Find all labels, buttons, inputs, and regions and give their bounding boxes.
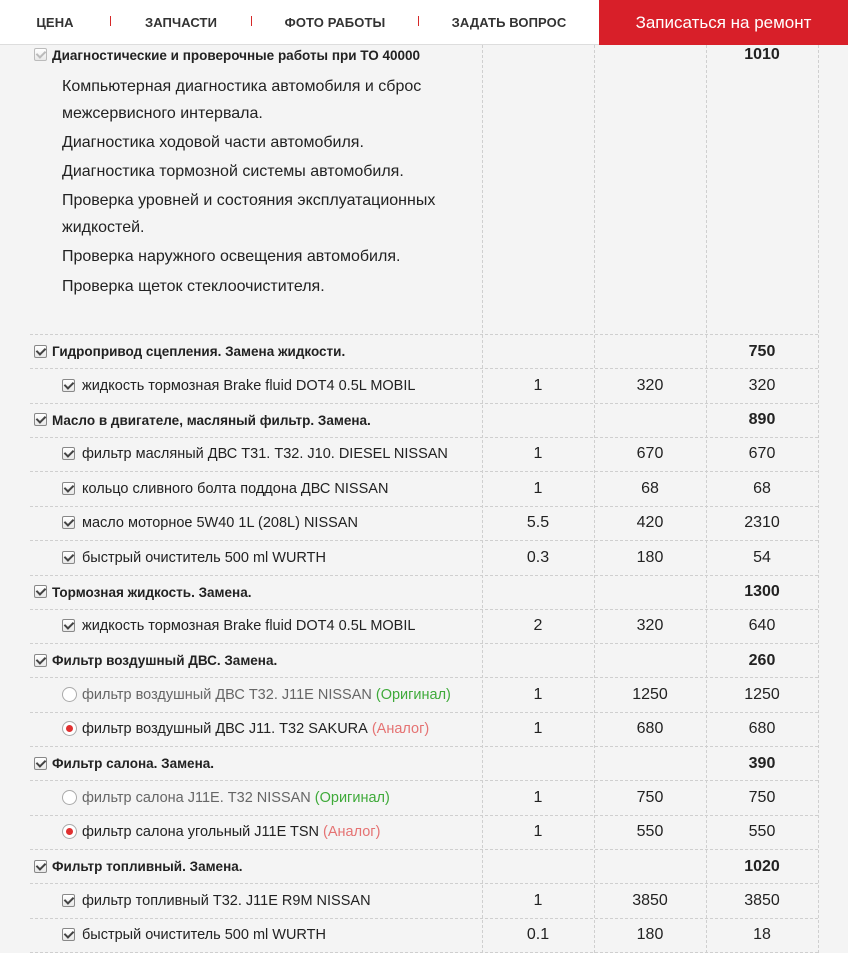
item-label-text: масло моторное 5W40 1L (208L) NISSAN	[82, 515, 358, 531]
section-title: Фильтр салона. Замена.	[52, 747, 214, 780]
item-quantity: 5.5	[482, 507, 594, 541]
section-sum: 1300	[706, 576, 818, 609]
item-price: 180	[594, 919, 706, 953]
item-total: 54	[706, 541, 818, 575]
item-checkbox[interactable]	[62, 482, 75, 495]
item-radio[interactable]	[62, 721, 77, 736]
item-label-text: быстрый очиститель 500 ml WURTH	[82, 550, 326, 566]
column-divider	[818, 45, 819, 953]
item-row	[30, 816, 818, 851]
item-total: 640	[706, 610, 818, 644]
item-row	[30, 369, 818, 404]
item-row	[30, 919, 818, 953]
item-total: 1250	[706, 678, 818, 712]
description-line: Проверка уровней и состояния эксплуатационных жидкостей.	[62, 187, 444, 241]
section-title: Диагностические и проверочные работы при ТО 40000	[52, 45, 420, 65]
section-title: Масло в двигателе, масляный фильтр. Замена.	[52, 404, 371, 437]
item-row	[30, 610, 818, 645]
item-radio[interactable]	[62, 790, 77, 805]
section-row	[30, 404, 818, 438]
description-line: Проверка щеток стеклоочистителя.	[62, 273, 462, 300]
section-row	[30, 576, 818, 610]
item-label	[82, 678, 451, 712]
original-tag: (Оригинал)	[315, 790, 390, 806]
item-checkbox[interactable]	[62, 516, 75, 529]
section-title: Гидропривод сцепления. Замена жидкости.	[52, 335, 345, 368]
item-label-text: фильтр салона угольный J11E TSN	[82, 824, 319, 840]
item-quantity: 1	[482, 884, 594, 918]
item-quantity: 1	[482, 816, 594, 850]
section-sum: 890	[706, 404, 818, 437]
book-repair-button[interactable]: Записаться на ремонт	[599, 0, 848, 45]
item-label-text: жидкость тормозная Brake fluid DOT4 0.5L MOBIL	[82, 618, 415, 634]
section-checkbox[interactable]	[34, 654, 47, 667]
nav-item-price[interactable]: ЦЕНА	[0, 0, 110, 45]
item-total: 18	[706, 919, 818, 953]
item-quantity: 2	[482, 610, 594, 644]
section-checkbox[interactable]	[34, 585, 47, 598]
description-line: Компьютерная диагностика автомобиля и сброс межсервисного интервала.	[62, 73, 442, 127]
item-label-text: фильтр воздушный ДВС Т32. J11E NISSAN	[82, 687, 372, 703]
item-price: 550	[594, 816, 706, 850]
section-row	[30, 850, 818, 884]
item-label	[82, 816, 380, 850]
item-total: 320	[706, 369, 818, 403]
item-label	[82, 884, 371, 918]
item-total: 3850	[706, 884, 818, 918]
item-label	[82, 919, 326, 953]
section-checkbox[interactable]	[34, 413, 47, 426]
section-title: Фильтр воздушный ДВС. Замена.	[52, 644, 277, 677]
item-price: 180	[594, 541, 706, 575]
item-row	[30, 507, 818, 542]
item-label	[82, 507, 358, 541]
item-checkbox[interactable]	[62, 619, 75, 632]
item-total: 680	[706, 713, 818, 747]
section-row	[30, 45, 818, 65]
item-quantity: 1	[482, 781, 594, 815]
item-price: 1250	[594, 678, 706, 712]
section-checkbox[interactable]	[34, 757, 47, 770]
item-label-text: кольцо сливного болта поддона ДВС NISSAN	[82, 481, 388, 497]
item-quantity: 1	[482, 438, 594, 472]
section-checkbox[interactable]	[34, 345, 47, 358]
top-nav	[0, 0, 848, 45]
item-row	[30, 884, 818, 919]
section-sum: 390	[706, 747, 818, 780]
section-checkbox	[34, 48, 47, 61]
item-checkbox[interactable]	[62, 379, 75, 392]
item-price: 680	[594, 713, 706, 747]
original-tag: (Оригинал)	[376, 687, 451, 703]
item-label	[82, 369, 415, 403]
item-total: 550	[706, 816, 818, 850]
item-price: 670	[594, 438, 706, 472]
item-quantity: 1	[482, 472, 594, 506]
item-label	[82, 610, 415, 644]
item-total: 750	[706, 781, 818, 815]
item-row	[30, 541, 818, 576]
item-label	[82, 438, 448, 472]
item-price: 320	[594, 369, 706, 403]
section-row	[30, 644, 818, 678]
item-quantity: 0.3	[482, 541, 594, 575]
item-price: 68	[594, 472, 706, 506]
section-sum: 1010	[706, 45, 818, 65]
section-title: Тормозная жидкость. Замена.	[52, 576, 251, 609]
item-quantity: 0.1	[482, 919, 594, 953]
item-label	[82, 781, 390, 815]
item-price: 750	[594, 781, 706, 815]
item-row	[30, 472, 818, 507]
item-row	[30, 781, 818, 816]
item-checkbox[interactable]	[62, 551, 75, 564]
section-checkbox[interactable]	[34, 860, 47, 873]
item-total: 68	[706, 472, 818, 506]
item-checkbox[interactable]	[62, 894, 75, 907]
item-label-text: фильтр салона J11E. Т32 NISSAN	[82, 790, 311, 806]
description-line: Проверка наружного освещения автомобиля.	[62, 243, 462, 270]
item-label-text: быстрый очиститель 500 ml WURTH	[82, 927, 326, 943]
item-checkbox[interactable]	[62, 447, 75, 460]
nav-item-ask-question[interactable]: ЗАДАТЬ ВОПРОС	[419, 0, 599, 45]
item-label	[82, 713, 429, 747]
description-line: Диагностика ходовой части автомобиля.	[62, 129, 462, 156]
price-table	[30, 45, 818, 953]
item-price: 3850	[594, 884, 706, 918]
item-price: 420	[594, 507, 706, 541]
section-description	[30, 65, 818, 335]
item-quantity: 1	[482, 369, 594, 403]
item-quantity: 1	[482, 713, 594, 747]
description-line: Диагностика тормозной системы автомобиля.	[62, 158, 462, 185]
analog-tag: (Аналог)	[372, 721, 429, 737]
item-total: 670	[706, 438, 818, 472]
item-row	[30, 438, 818, 473]
nav-item-parts[interactable]: ЗАПЧАСТИ	[111, 0, 251, 45]
section-sum: 750	[706, 335, 818, 368]
section-sum: 260	[706, 644, 818, 677]
item-label-text: фильтр топливный Т32. J11E R9M NISSAN	[82, 893, 371, 909]
item-row	[30, 678, 818, 713]
item-label-text: фильтр воздушный ДВС J11. Т32 SAKURA	[82, 721, 368, 737]
item-radio[interactable]	[62, 824, 77, 839]
item-checkbox[interactable]	[62, 928, 75, 941]
section-title: Фильтр топливный. Замена.	[52, 850, 242, 883]
item-price: 320	[594, 610, 706, 644]
item-quantity: 1	[482, 678, 594, 712]
item-label	[82, 472, 388, 506]
item-label-text: фильтр масляный ДВС Т31. Т32. J10. DIESEL NISSAN	[82, 446, 448, 462]
analog-tag: (Аналог)	[323, 824, 380, 840]
item-radio[interactable]	[62, 687, 77, 702]
section-sum: 1020	[706, 850, 818, 883]
section-row	[30, 335, 818, 369]
item-label-text: жидкость тормозная Brake fluid DOT4 0.5L MOBIL	[82, 378, 415, 394]
nav-item-work-photos[interactable]: ФОТО РАБОТЫ	[252, 0, 418, 45]
section-row	[30, 747, 818, 781]
item-label	[82, 541, 326, 575]
item-row	[30, 713, 818, 748]
item-total: 2310	[706, 507, 818, 541]
